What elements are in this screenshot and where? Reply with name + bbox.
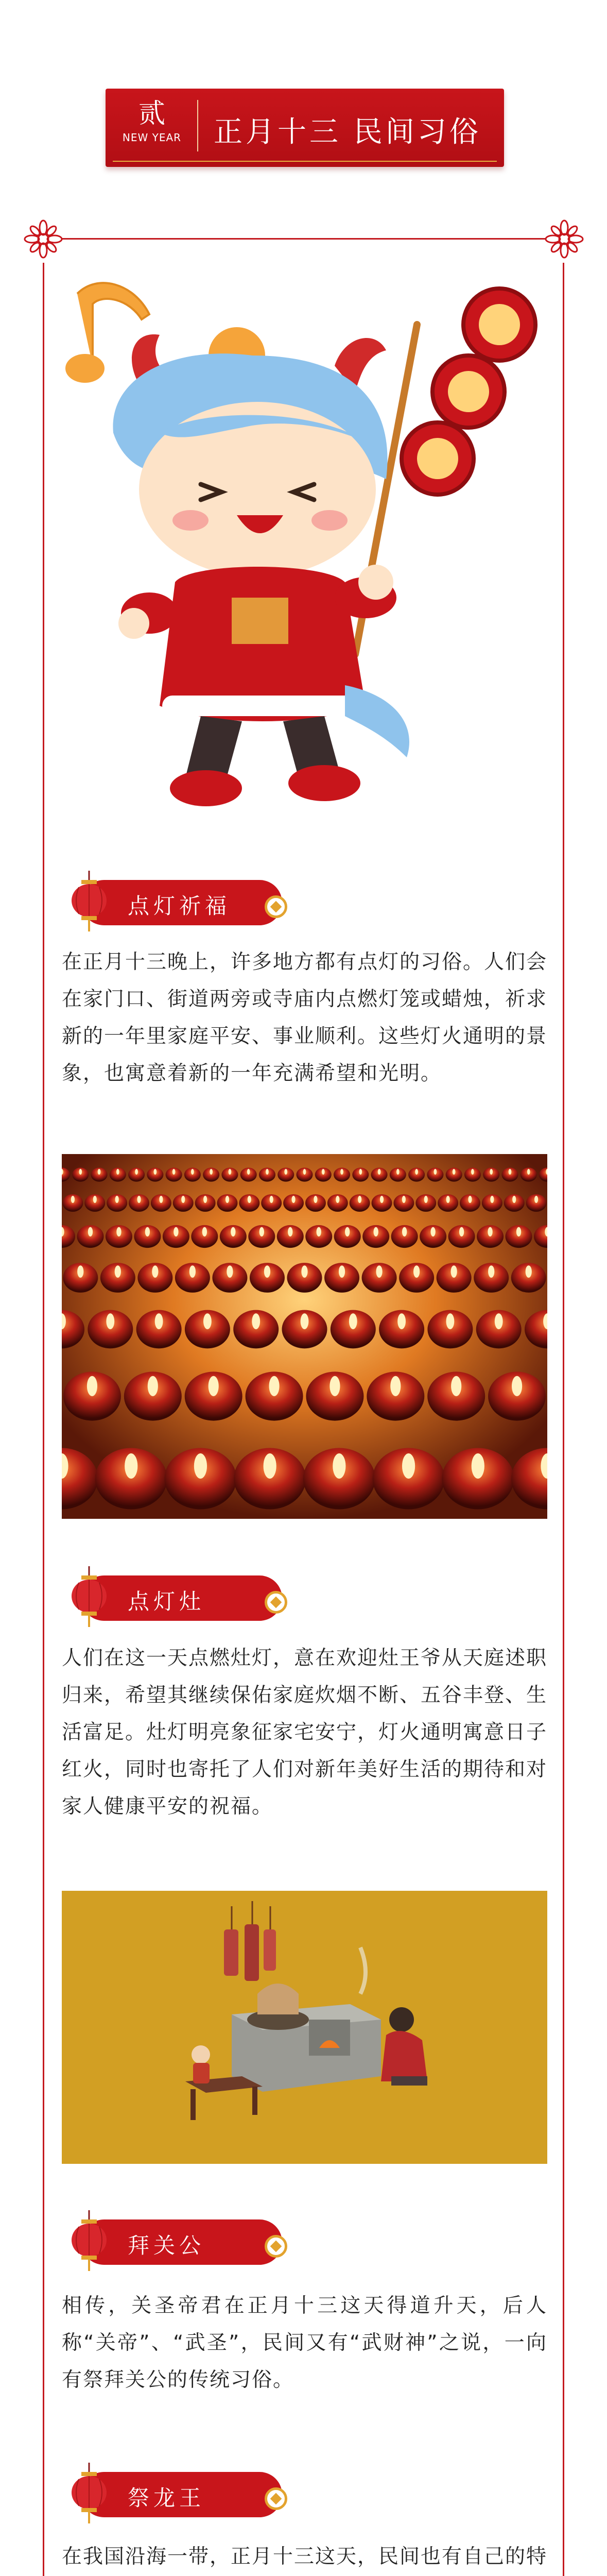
candle-flame xyxy=(115,1196,119,1203)
candle-flame xyxy=(174,1227,178,1236)
candle-flame xyxy=(252,1313,260,1329)
candle-flame xyxy=(317,1227,321,1236)
candle-flame xyxy=(451,1376,461,1396)
candle-flame xyxy=(490,1196,494,1203)
candle-flame xyxy=(209,1376,219,1396)
candle-flame xyxy=(248,1196,251,1203)
candle-flame xyxy=(288,1227,292,1236)
candle-flame xyxy=(402,1196,406,1203)
coin-icon xyxy=(265,1591,287,1614)
candle-flame xyxy=(336,1196,339,1203)
candle-flame xyxy=(264,1453,276,1479)
candle-flame xyxy=(446,1196,450,1203)
candle-flame xyxy=(488,1227,492,1236)
section-heading-dragon-king xyxy=(66,2463,308,2519)
lantern-icon xyxy=(66,2210,112,2272)
candle-flame xyxy=(390,1376,401,1396)
candle-flame xyxy=(451,1265,457,1278)
candle-flame xyxy=(424,1196,428,1203)
header-banner xyxy=(106,89,504,167)
candle-flame xyxy=(135,1169,138,1175)
section-heading-text: 拜关公 xyxy=(128,2233,205,2258)
candle-flame xyxy=(527,1169,530,1175)
candle-flame xyxy=(333,1453,345,1479)
candle-flame xyxy=(181,1196,185,1203)
candle-flame xyxy=(269,1376,279,1396)
candle-flame xyxy=(202,1227,207,1236)
candle-flame xyxy=(339,1265,345,1278)
candle-flame xyxy=(155,1313,163,1329)
candle-flame xyxy=(125,1453,137,1479)
coin-icon xyxy=(265,2235,287,2258)
candle-flame xyxy=(495,1313,503,1329)
banner-number: 贰 xyxy=(138,98,165,129)
candle-flame xyxy=(512,1376,522,1396)
candle-flame xyxy=(191,1169,194,1175)
section-paragraph: 在我国沿海一带，正月十三这天，民间也有自己的特 xyxy=(62,2545,548,2568)
candle-flame xyxy=(322,1169,325,1175)
candle-flame xyxy=(93,1196,97,1203)
candle-flame xyxy=(227,1265,233,1278)
candle-flame xyxy=(415,1169,418,1175)
candle-flame xyxy=(345,1227,350,1236)
candle-flame xyxy=(79,1169,82,1175)
candle-flame xyxy=(303,1169,306,1175)
candle-flame xyxy=(380,1196,384,1203)
candle-flame xyxy=(359,1169,362,1175)
candle-flame xyxy=(148,1376,158,1396)
candle-flame xyxy=(340,1169,343,1175)
candle-flame xyxy=(376,1265,382,1278)
candle-flame xyxy=(446,1313,454,1329)
candle-flame xyxy=(266,1169,269,1175)
stove-illustration xyxy=(62,1891,547,2164)
candle-flame xyxy=(358,1196,361,1203)
candle-flame xyxy=(264,1265,270,1278)
candle-flame xyxy=(526,1265,532,1278)
candle-flame xyxy=(516,1227,521,1236)
candle-flame xyxy=(378,1169,381,1175)
candle-flame xyxy=(226,1196,229,1203)
frame-right-line xyxy=(563,263,564,2576)
candle-flame xyxy=(534,1196,538,1203)
lantern-icon xyxy=(66,2463,112,2524)
banner-number-block xyxy=(116,98,188,155)
candle-flame xyxy=(247,1169,250,1175)
candle-flame xyxy=(172,1169,176,1175)
section-paragraph: 在正月十三晚上，许多地方都有点灯的习俗。人们会在家门口、街道两旁或寺庙内点燃灯笼或蜡烛，祈求新的一年里家庭平安、事业顺利。这些灯火通明的景象，也寓意着新的一年充满希望和光明。 xyxy=(62,951,548,1085)
candle-flame xyxy=(301,1313,309,1329)
candle-flame xyxy=(468,1196,472,1203)
candle-flame xyxy=(98,1169,101,1175)
candle-flame xyxy=(145,1227,150,1236)
candle-flame xyxy=(152,1265,158,1278)
flower-corner-icon xyxy=(542,216,587,262)
candle-flame xyxy=(115,1265,121,1278)
candle-flame xyxy=(512,1196,516,1203)
frame-left-line xyxy=(43,263,44,2576)
candle-flame xyxy=(137,1196,141,1203)
candle-flame xyxy=(396,1169,400,1175)
frame-top-line xyxy=(62,238,546,240)
banner-gold-line xyxy=(113,161,497,162)
candle-flame xyxy=(203,1196,207,1203)
candle-flame xyxy=(509,1169,512,1175)
candle-flame xyxy=(314,1196,317,1203)
candle-flame xyxy=(284,1169,287,1175)
candles-photo xyxy=(62,1154,547,1519)
section-heading-text: 点灯祈福 xyxy=(128,893,231,919)
dragon-mascot-illustration xyxy=(57,263,551,840)
candle-flame xyxy=(349,1313,357,1329)
candle-flame xyxy=(373,1227,378,1236)
section-paragraph: 人们在这一天点燃灶灯，意在欢迎灶王爷从天庭述职归来，希望其继续保佑家庭炊烟不断、五谷丰登、生活富足。灶灯明亮象征家宅安宁，灯火通明寓意日子红火，同时也寄托了人们对新年美好生活的期待和对家人健康平安的祝福。 xyxy=(62,1647,548,1818)
lantern-icon xyxy=(66,1566,112,1628)
section-paragraph: 相传，关圣帝君在正月十三这天得道升天，后人称“关帝”、“武圣”，民间又有“武财神”之说，一向有祭拜关公的传统习俗。 xyxy=(62,2294,547,2392)
section-heading-text: 点灯灶 xyxy=(128,1589,205,1614)
candle-flame xyxy=(87,1376,97,1396)
page-title: 正月十三 民间习俗 xyxy=(214,115,481,149)
candle-flame xyxy=(88,1227,93,1236)
candle-flame xyxy=(402,1227,407,1236)
candle-flame xyxy=(194,1453,207,1479)
candle-flame xyxy=(231,1227,235,1236)
candle-flame xyxy=(291,1196,295,1203)
banner-divider xyxy=(197,100,198,151)
candle-flame xyxy=(490,1169,493,1175)
candle-flame xyxy=(203,1313,212,1329)
candle-flame xyxy=(189,1265,196,1278)
candle-flame xyxy=(430,1227,435,1236)
candle-flame xyxy=(413,1265,420,1278)
coin-icon xyxy=(265,895,287,918)
coin-icon xyxy=(265,2487,287,2510)
flower-corner-icon xyxy=(21,216,66,262)
banner-subtitle: NEW YEAR xyxy=(122,131,182,144)
section-heading-text: 祭龙王 xyxy=(128,2485,205,2511)
candle-flame xyxy=(116,1227,121,1236)
candle-flame xyxy=(270,1196,273,1203)
candle-flame xyxy=(397,1313,406,1329)
candle-flame xyxy=(259,1227,264,1236)
candle-flame xyxy=(459,1227,464,1236)
lantern-icon xyxy=(66,871,112,933)
candle-flame xyxy=(402,1453,415,1479)
section-heading-guan-gong xyxy=(66,2210,308,2267)
candle-flame xyxy=(488,1265,494,1278)
candle-flame xyxy=(77,1265,83,1278)
candle-flame xyxy=(106,1313,114,1329)
candle-flame xyxy=(229,1169,232,1175)
candle-flame xyxy=(434,1169,437,1175)
candle-flame xyxy=(210,1169,213,1175)
candle-flame xyxy=(71,1196,75,1203)
candle-flame xyxy=(159,1196,163,1203)
section-heading-stove-lamp xyxy=(66,1566,308,1623)
candle-flame xyxy=(329,1376,340,1396)
candle-flame xyxy=(116,1169,119,1175)
candle-flame xyxy=(301,1265,307,1278)
candle-flame xyxy=(453,1169,456,1175)
candle-flame xyxy=(472,1453,484,1479)
section-heading-light-prayer xyxy=(66,871,308,927)
candle-flame xyxy=(153,1169,157,1175)
candle-flame xyxy=(471,1169,474,1175)
